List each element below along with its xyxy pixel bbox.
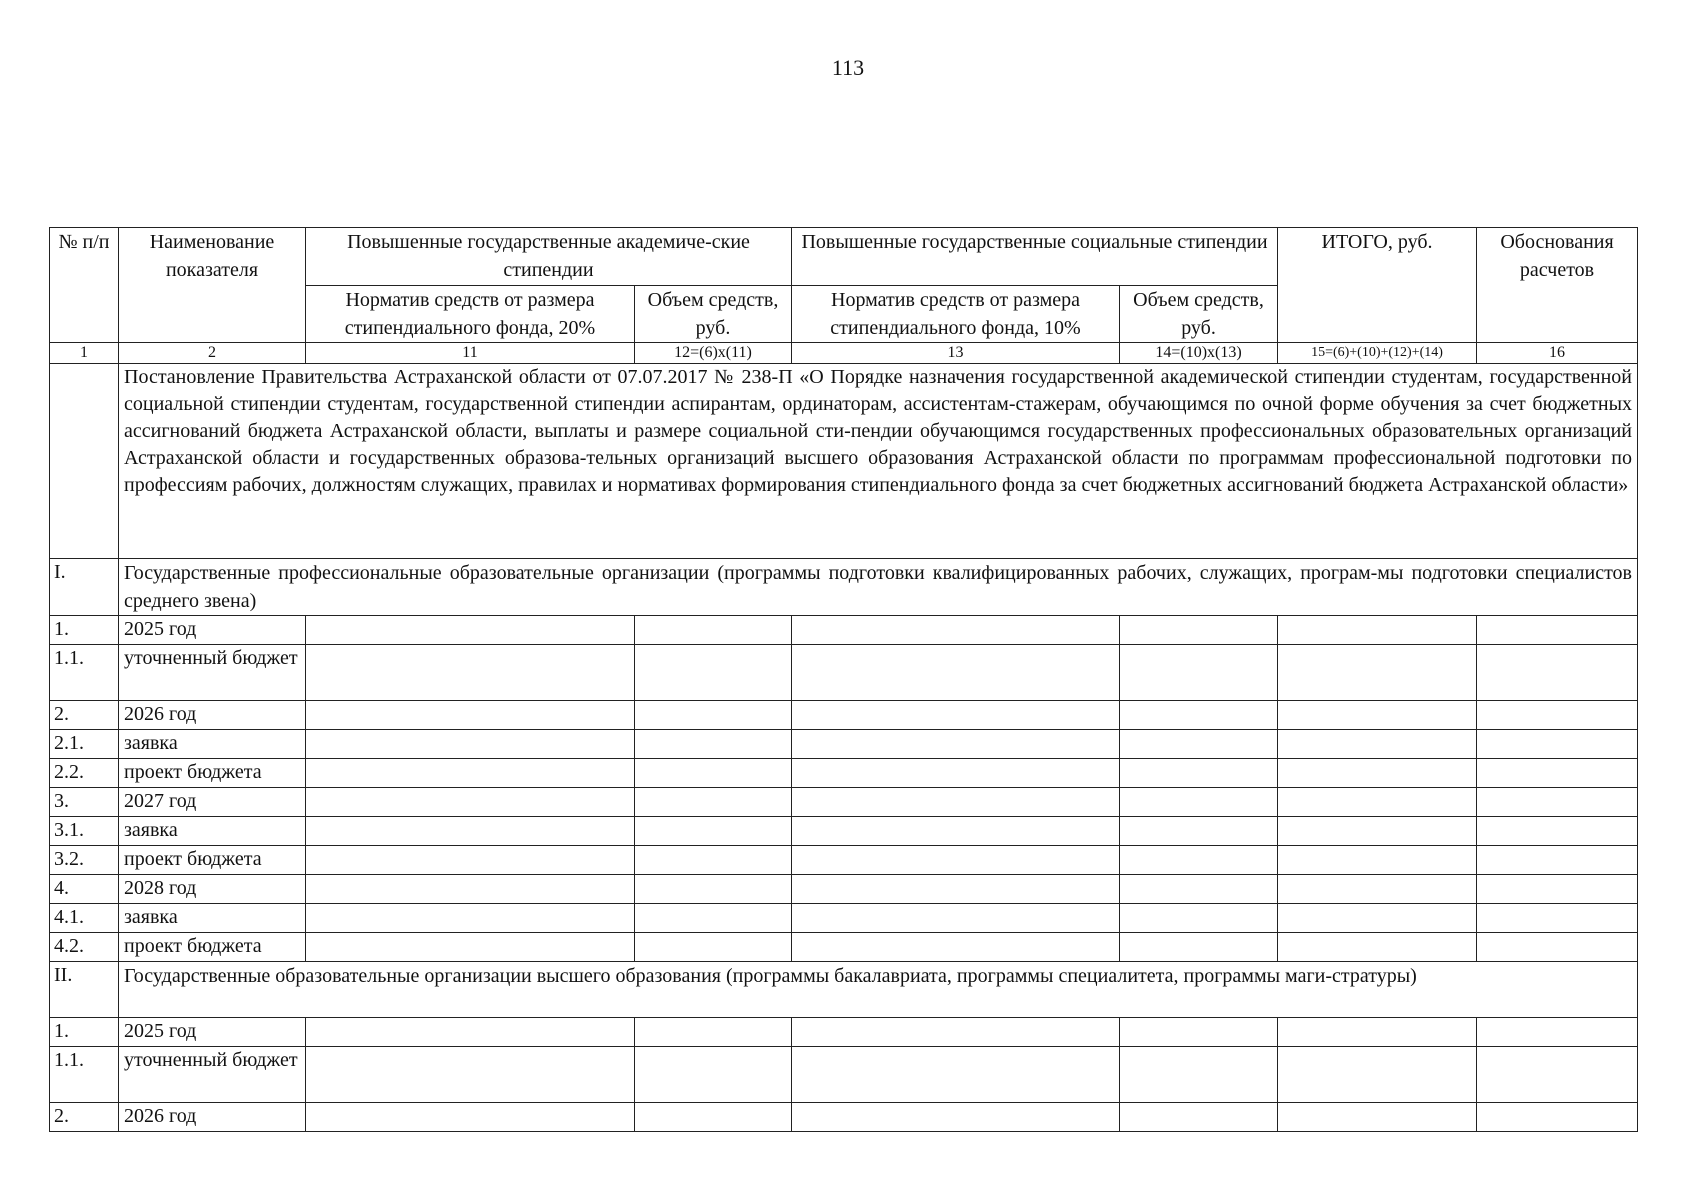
empty-cell bbox=[306, 846, 635, 875]
empty-cell bbox=[1477, 730, 1638, 759]
table-row bbox=[50, 933, 1638, 962]
section-header-row bbox=[50, 559, 1638, 616]
empty-cell bbox=[1278, 759, 1477, 788]
column-number: 15=(6)+(10)+(12)+(14) bbox=[1278, 343, 1477, 364]
table-row bbox=[50, 616, 1638, 645]
empty-cell bbox=[1120, 701, 1278, 730]
empty-cell bbox=[792, 1103, 1120, 1132]
empty-cell bbox=[635, 846, 792, 875]
row-number: 4. bbox=[50, 875, 119, 904]
section-header-row bbox=[50, 962, 1638, 1018]
table-row bbox=[50, 904, 1638, 933]
empty-cell bbox=[792, 904, 1120, 933]
table-row bbox=[50, 788, 1638, 817]
table-row bbox=[50, 645, 1638, 701]
empty-cell bbox=[1278, 730, 1477, 759]
empty-cell bbox=[1120, 730, 1278, 759]
header-justification: Обоснования расчетов bbox=[1477, 228, 1638, 343]
row-number: 2.1. bbox=[50, 730, 119, 759]
empty-cell bbox=[792, 875, 1120, 904]
empty-cell bbox=[792, 817, 1120, 846]
empty-cell bbox=[306, 875, 635, 904]
header-academic-volume: Объем средств, руб. bbox=[635, 286, 792, 343]
empty-cell bbox=[306, 817, 635, 846]
empty-cell bbox=[1477, 1103, 1638, 1132]
section-title: Государственные профессиональные образовательные организации (программы подготовки квалифицированных рабочих, служащих, програм-мы подготовки специалистов среднего звена) bbox=[119, 559, 1638, 616]
column-number: 14=(10)x(13) bbox=[1120, 343, 1278, 364]
empty-cell bbox=[1278, 1047, 1477, 1103]
header-total: ИТОГО, руб. bbox=[1278, 228, 1477, 343]
header-social-group: Повышенные государственные социальные стипендии bbox=[792, 228, 1278, 286]
empty-cell bbox=[635, 1047, 792, 1103]
empty-cell bbox=[306, 616, 635, 645]
row-indicator: 2026 год bbox=[119, 701, 306, 730]
empty-cell bbox=[1120, 904, 1278, 933]
empty-cell bbox=[792, 616, 1120, 645]
table-row bbox=[50, 846, 1638, 875]
empty-cell bbox=[306, 759, 635, 788]
empty-cell bbox=[1278, 616, 1477, 645]
empty-cell bbox=[635, 616, 792, 645]
empty-cell bbox=[1477, 904, 1638, 933]
empty-cell bbox=[635, 904, 792, 933]
row-number: 3.1. bbox=[50, 817, 119, 846]
empty-cell bbox=[306, 730, 635, 759]
row-indicator: заявка bbox=[119, 730, 306, 759]
row-number: 1. bbox=[50, 616, 119, 645]
table-row bbox=[50, 730, 1638, 759]
row-indicator: проект бюджета bbox=[119, 933, 306, 962]
header-academic-group: Повышенные государственные академиче-ские стипендии bbox=[306, 228, 792, 286]
empty-cell bbox=[792, 1047, 1120, 1103]
empty-cell bbox=[1120, 875, 1278, 904]
empty-cell bbox=[635, 788, 792, 817]
empty-cell bbox=[1477, 817, 1638, 846]
empty-cell bbox=[306, 645, 635, 701]
empty-cell bbox=[635, 701, 792, 730]
empty-cell bbox=[1278, 1103, 1477, 1132]
empty-cell bbox=[792, 933, 1120, 962]
empty-cell bbox=[635, 933, 792, 962]
row-number: 3.2. bbox=[50, 846, 119, 875]
table-row bbox=[50, 1047, 1638, 1103]
empty-cell bbox=[1477, 875, 1638, 904]
row-number: 1.1. bbox=[50, 1047, 119, 1103]
decree-num-cell bbox=[50, 364, 119, 559]
empty-cell bbox=[635, 1018, 792, 1047]
empty-cell bbox=[1278, 788, 1477, 817]
empty-cell bbox=[306, 904, 635, 933]
decree-text: Постановление Правительства Астраханской области от 07.07.2017 № 238-П «О Порядке назначения государственной академической стипендии студентам, государственной социальной стипендии студентам, государственной стипендии аспирантам, ординаторам, ассистентам-стажерам, обучающимся по очной форме обучения за счет бюджетных ассигнований бюджета Астраханской области, выплаты и размере социальной сти-пендии обучающимся государственных профессиональных образовательных организаций Астраханской области и государственных образова-тельных организаций высшего образования Астраханской области по программам профессиональной подготовки по профессиям рабочих, должностям служащих, правилах и нормативах формирования стипендиального фонда за счет бюджетных ассигнований бюджета Астраханской области» bbox=[119, 364, 1638, 559]
empty-cell bbox=[792, 1018, 1120, 1047]
header-name: Наименование показателя bbox=[119, 228, 306, 343]
empty-cell bbox=[1120, 1103, 1278, 1132]
row-indicator: 2025 год bbox=[119, 616, 306, 645]
table-row bbox=[50, 817, 1638, 846]
column-number: 2 bbox=[119, 343, 306, 364]
empty-cell bbox=[1477, 1047, 1638, 1103]
empty-cell bbox=[1120, 817, 1278, 846]
empty-cell bbox=[1477, 1018, 1638, 1047]
empty-cell bbox=[792, 730, 1120, 759]
table-row bbox=[50, 759, 1638, 788]
empty-cell bbox=[1477, 645, 1638, 701]
empty-cell bbox=[1120, 1018, 1278, 1047]
column-number: 12=(6)x(11) bbox=[635, 343, 792, 364]
empty-cell bbox=[635, 730, 792, 759]
row-indicator: уточненный бюджет bbox=[119, 645, 306, 701]
row-number: 4.2. bbox=[50, 933, 119, 962]
empty-cell bbox=[306, 933, 635, 962]
empty-cell bbox=[1278, 645, 1477, 701]
empty-cell bbox=[1278, 817, 1477, 846]
empty-cell bbox=[306, 788, 635, 817]
row-number: 2.2. bbox=[50, 759, 119, 788]
empty-cell bbox=[635, 1103, 792, 1132]
row-indicator: уточненный бюджет bbox=[119, 1047, 306, 1103]
scholarship-table bbox=[49, 227, 1638, 1132]
row-number: 2. bbox=[50, 1103, 119, 1132]
header-academic-norm: Норматив средств от размера стипендиального фонда, 20% bbox=[306, 286, 635, 343]
empty-cell bbox=[1477, 759, 1638, 788]
header-social-norm: Норматив средств от размера стипендиального фонда, 10% bbox=[792, 286, 1120, 343]
column-number: 13 bbox=[792, 343, 1120, 364]
empty-cell bbox=[306, 1018, 635, 1047]
empty-cell bbox=[792, 645, 1120, 701]
column-number: 16 bbox=[1477, 343, 1638, 364]
empty-cell bbox=[1477, 701, 1638, 730]
empty-cell bbox=[635, 875, 792, 904]
row-indicator: 2027 год bbox=[119, 788, 306, 817]
empty-cell bbox=[1477, 788, 1638, 817]
row-indicator: заявка bbox=[119, 904, 306, 933]
section-number: I. bbox=[50, 559, 119, 616]
row-indicator: заявка bbox=[119, 817, 306, 846]
empty-cell bbox=[1278, 875, 1477, 904]
empty-cell bbox=[1120, 645, 1278, 701]
empty-cell bbox=[792, 788, 1120, 817]
empty-cell bbox=[306, 1103, 635, 1132]
empty-cell bbox=[1120, 846, 1278, 875]
row-indicator: проект бюджета bbox=[119, 759, 306, 788]
empty-cell bbox=[792, 846, 1120, 875]
empty-cell bbox=[306, 701, 635, 730]
table-row bbox=[50, 1018, 1638, 1047]
row-number: 4.1. bbox=[50, 904, 119, 933]
empty-cell bbox=[635, 759, 792, 788]
empty-cell bbox=[1278, 846, 1477, 875]
table-row bbox=[50, 701, 1638, 730]
section-title: Государственные образовательные организации высшего образования (программы бакалавриата, программы специалитета, программы маги-стратуры) bbox=[119, 962, 1638, 1018]
table-row bbox=[50, 1103, 1638, 1132]
empty-cell bbox=[1477, 846, 1638, 875]
empty-cell bbox=[1477, 933, 1638, 962]
empty-cell bbox=[306, 1047, 635, 1103]
column-number: 1 bbox=[50, 343, 119, 364]
empty-cell bbox=[1120, 788, 1278, 817]
header-social-volume: Объем средств, руб. bbox=[1120, 286, 1278, 343]
empty-cell bbox=[1278, 1018, 1477, 1047]
empty-cell bbox=[1278, 904, 1477, 933]
row-number: 1. bbox=[50, 1018, 119, 1047]
header-num: № п/п bbox=[50, 228, 119, 343]
empty-cell bbox=[1278, 933, 1477, 962]
table-row bbox=[50, 875, 1638, 904]
row-indicator: 2026 год bbox=[119, 1103, 306, 1132]
empty-cell bbox=[1278, 701, 1477, 730]
empty-cell bbox=[635, 817, 792, 846]
row-number: 3. bbox=[50, 788, 119, 817]
empty-cell bbox=[1120, 616, 1278, 645]
row-number: 1.1. bbox=[50, 645, 119, 701]
section-number: II. bbox=[50, 962, 119, 1018]
empty-cell bbox=[1120, 759, 1278, 788]
column-number: 11 bbox=[306, 343, 635, 364]
empty-cell bbox=[1120, 933, 1278, 962]
empty-cell bbox=[792, 759, 1120, 788]
row-indicator: 2028 год bbox=[119, 875, 306, 904]
page-number: 113 bbox=[831, 55, 865, 80]
row-indicator: 2025 год bbox=[119, 1018, 306, 1047]
row-indicator: проект бюджета bbox=[119, 846, 306, 875]
empty-cell bbox=[792, 701, 1120, 730]
empty-cell bbox=[1120, 1047, 1278, 1103]
empty-cell bbox=[1477, 616, 1638, 645]
empty-cell bbox=[635, 645, 792, 701]
row-number: 2. bbox=[50, 701, 119, 730]
